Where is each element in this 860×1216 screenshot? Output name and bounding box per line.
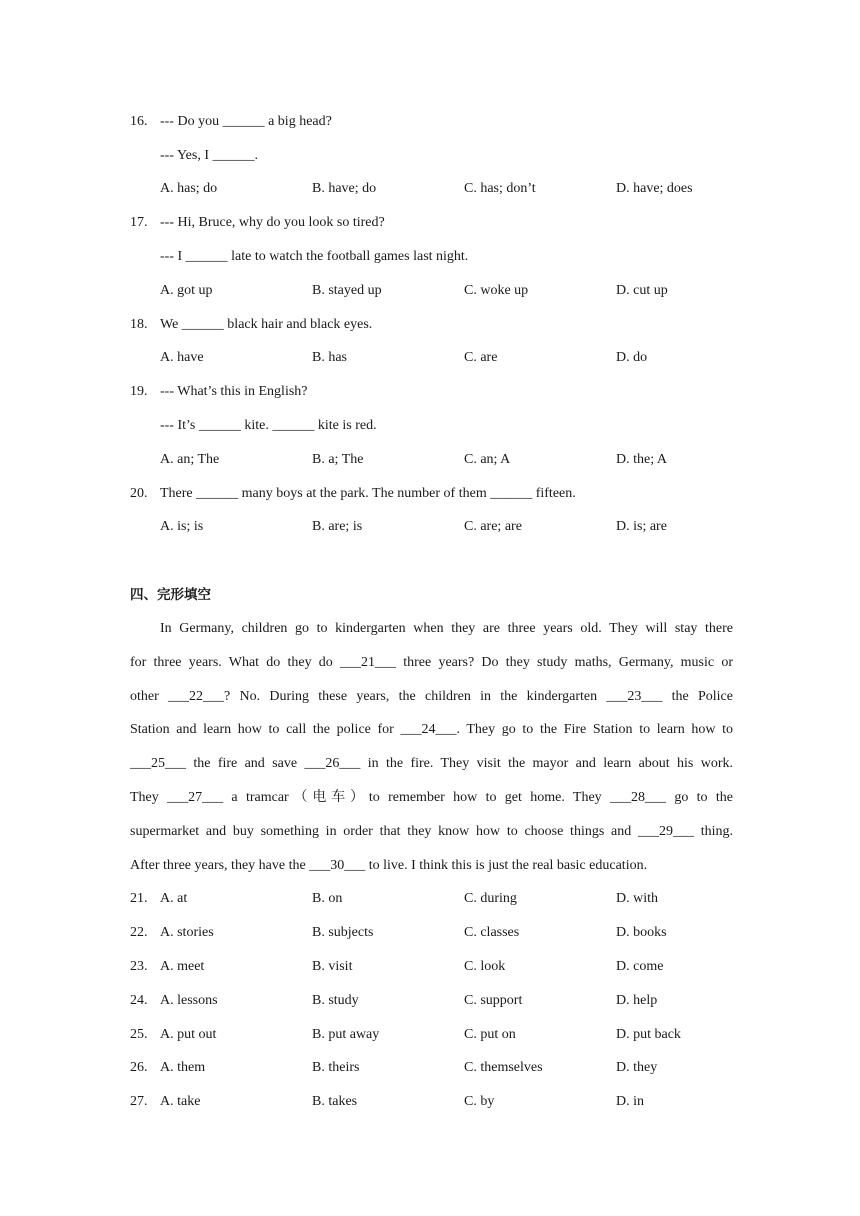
passage-line: They ___27___ a tramcar（电车）to remember how to get home. They ___28___ go to the bbox=[130, 790, 733, 805]
question-number: 20. bbox=[130, 486, 148, 501]
question-text: --- Do you ______ a big head? bbox=[160, 114, 332, 129]
option-a: A. take bbox=[160, 1094, 201, 1109]
option-b: B. put away bbox=[312, 1027, 380, 1042]
option-d: D. books bbox=[616, 925, 667, 940]
option-a: A. is; is bbox=[160, 519, 204, 534]
section-heading: 四、完形填空 bbox=[130, 587, 211, 603]
option-a: A. lessons bbox=[160, 993, 218, 1008]
question-number: 26. bbox=[130, 1060, 148, 1075]
option-b: B. have; do bbox=[312, 181, 377, 196]
option-c: C. during bbox=[464, 891, 517, 906]
option-d: D. is; are bbox=[616, 519, 667, 534]
question-number: 21. bbox=[130, 891, 148, 906]
option-a: A. them bbox=[160, 1060, 206, 1075]
passage-line: for three years. What do they do ___21___ three years? Do they study maths, Germany, music or bbox=[130, 655, 733, 670]
passage-line: other ___22___? No. During these years, the children in the kindergarten ___23___ the Police bbox=[130, 689, 733, 704]
question-text: --- What’s this in English? bbox=[160, 384, 308, 399]
option-a: A. an; The bbox=[160, 452, 220, 467]
passage-line: After three years, they have the ___30___ to live. I think this is just the real basic education. bbox=[130, 858, 648, 873]
option-c: C. support bbox=[464, 993, 523, 1008]
question-number: 18. bbox=[130, 317, 148, 332]
option-c: C. put on bbox=[464, 1027, 516, 1042]
option-d: D. the; A bbox=[616, 452, 667, 467]
option-c: C. classes bbox=[464, 925, 520, 940]
question-text: --- It’s ______ kite. ______ kite is red. bbox=[160, 418, 377, 433]
option-d: D. come bbox=[616, 959, 664, 974]
passage-line: Station and learn how to call the police for ___24___. They go to the Fire Station to learn how to bbox=[130, 722, 733, 737]
passage-line: supermarket and buy something in order that they know how to choose things and ___29___ thing. bbox=[130, 824, 733, 839]
option-d: D. do bbox=[616, 350, 648, 365]
option-c: C. has; don’t bbox=[464, 181, 536, 196]
option-c: C. are; are bbox=[464, 519, 522, 534]
option-b: B. study bbox=[312, 993, 359, 1008]
question-number: 17. bbox=[130, 215, 148, 230]
question-number: 16. bbox=[130, 114, 148, 129]
option-b: B. theirs bbox=[312, 1060, 360, 1075]
option-a: A. put out bbox=[160, 1027, 217, 1042]
option-b: B. on bbox=[312, 891, 343, 906]
question-number: 27. bbox=[130, 1094, 148, 1109]
option-a: A. has; do bbox=[160, 181, 218, 196]
option-a: A. have bbox=[160, 350, 204, 365]
option-b: B. are; is bbox=[312, 519, 363, 534]
option-d: D. help bbox=[616, 993, 658, 1008]
question-number: 23. bbox=[130, 959, 148, 974]
question-text: There ______ many boys at the park. The number of them ______ fifteen. bbox=[160, 486, 576, 501]
passage-line: In Germany, children go to kindergarten when they are three years old. They will stay there bbox=[160, 621, 733, 636]
option-a: A. meet bbox=[160, 959, 205, 974]
option-b: B. subjects bbox=[312, 925, 374, 940]
option-a: A. got up bbox=[160, 283, 213, 298]
option-d: D. put back bbox=[616, 1027, 681, 1042]
option-b: B. stayed up bbox=[312, 283, 382, 298]
option-a: A. stories bbox=[160, 925, 214, 940]
option-c: C. themselves bbox=[464, 1060, 543, 1075]
option-c: C. by bbox=[464, 1094, 495, 1109]
option-b: B. takes bbox=[312, 1094, 358, 1109]
option-c: C. an; A bbox=[464, 452, 511, 467]
option-d: D. cut up bbox=[616, 283, 668, 298]
option-c: C. look bbox=[464, 959, 506, 974]
option-d: D. they bbox=[616, 1060, 658, 1075]
option-b: B. has bbox=[312, 350, 347, 365]
option-d: D. in bbox=[616, 1094, 644, 1109]
question-number: 19. bbox=[130, 384, 148, 399]
question-text: We ______ black hair and black eyes. bbox=[160, 317, 373, 332]
question-text: --- Hi, Bruce, why do you look so tired? bbox=[160, 215, 385, 230]
question-number: 24. bbox=[130, 993, 148, 1008]
option-c: C. are bbox=[464, 350, 498, 365]
option-c: C. woke up bbox=[464, 283, 529, 298]
option-d: D. with bbox=[616, 891, 658, 906]
question-text: --- Yes, I ______. bbox=[160, 148, 258, 163]
question-number: 22. bbox=[130, 925, 148, 940]
passage-line: ___25___ the fire and save ___26___ in the fire. They visit the mayor and learn about his work. bbox=[130, 756, 733, 771]
option-b: B. a; The bbox=[312, 452, 364, 467]
option-d: D. have; does bbox=[616, 181, 693, 196]
option-b: B. visit bbox=[312, 959, 353, 974]
option-a: A. at bbox=[160, 891, 188, 906]
question-number: 25. bbox=[130, 1027, 148, 1042]
question-text: --- I ______ late to watch the football games last night. bbox=[160, 249, 469, 264]
